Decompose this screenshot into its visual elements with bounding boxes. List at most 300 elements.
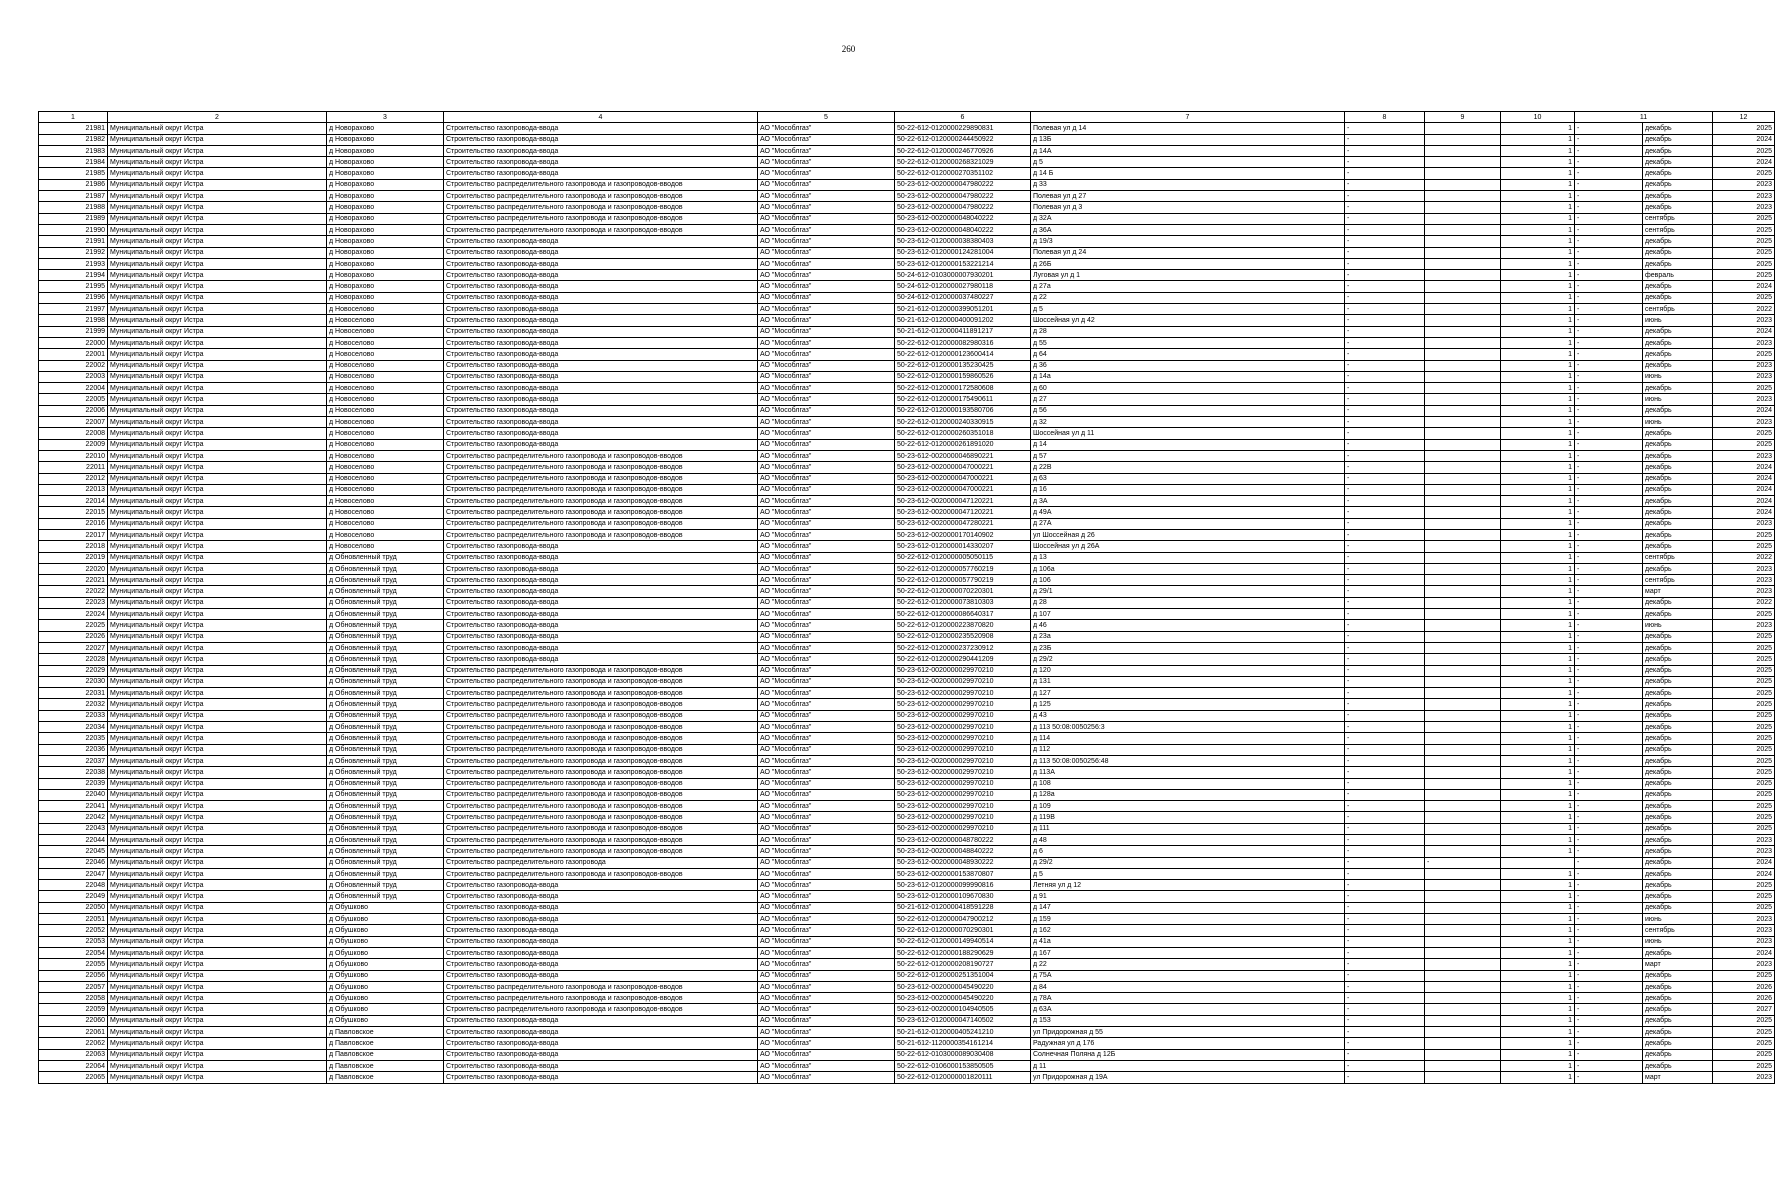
table-cell: Муниципальный округ Истра <box>108 484 327 495</box>
table-cell: 50-23-612-0020000029970210 <box>895 744 1031 755</box>
table-cell: - <box>1345 1015 1425 1026</box>
table-cell: Строительство газопровода-ввода <box>444 281 758 292</box>
table-cell: Строительство распределительного газопровода и газопроводов-вводов <box>444 462 758 473</box>
table-row <box>39 484 1775 495</box>
table-cell: 2023 <box>1713 925 1775 936</box>
table-cell: - <box>1575 586 1643 597</box>
table-cell: 2023 <box>1713 371 1775 382</box>
table-cell: д Павловское <box>327 1038 444 1049</box>
table-cell: д Новоселово <box>327 383 444 394</box>
table-cell: Муниципальный округ Истра <box>108 868 327 879</box>
table-cell: 22032 <box>39 699 108 710</box>
table-cell: АО "Мособлгаз" <box>758 247 895 258</box>
table-cell: 50-22-612-0120000290441209 <box>895 654 1031 665</box>
table-cell: Муниципальный округ Истра <box>108 145 327 156</box>
table-cell: Муниципальный округ Истра <box>108 880 327 891</box>
table-cell: декабрь <box>1643 450 1713 461</box>
table-cell: Строительство газопровода-ввода <box>444 947 758 958</box>
table-row <box>39 597 1775 608</box>
table-cell: д Новоселово <box>327 462 444 473</box>
table-cell: 2024 <box>1713 281 1775 292</box>
table-cell: - <box>1425 857 1501 868</box>
table-cell: 1 <box>1501 1004 1575 1015</box>
table-cell: Строительство распределительного газопровода и газопроводов-вводов <box>444 823 758 834</box>
table-row <box>39 665 1775 676</box>
table-cell: АО "Мособлгаз" <box>758 993 895 1004</box>
table-row <box>39 755 1775 766</box>
table-cell: д Обушково <box>327 902 444 913</box>
table-cell: 1 <box>1501 835 1575 846</box>
table-cell: АО "Мособлгаз" <box>758 224 895 235</box>
table-cell: 22054 <box>39 947 108 958</box>
table-cell: Строительство распределительного газопровода и газопроводов-вводов <box>444 868 758 879</box>
table-cell: д 159 <box>1031 914 1345 925</box>
table-cell: 1 <box>1501 157 1575 168</box>
table-cell: Муниципальный округ Истра <box>108 179 327 190</box>
table-row <box>39 213 1775 224</box>
table-cell: 1 <box>1501 292 1575 303</box>
table-cell: Строительство газопровода-ввода <box>444 349 758 360</box>
table-row <box>39 258 1775 269</box>
table-cell: - <box>1575 428 1643 439</box>
table-cell: д 153 <box>1031 1015 1345 1026</box>
table-cell: Строительство газопровода-ввода <box>444 123 758 134</box>
table-cell: 1 <box>1501 631 1575 642</box>
table-cell: Муниципальный округ Истра <box>108 789 327 800</box>
table-cell: 1 <box>1501 371 1575 382</box>
table-cell: д 22В <box>1031 462 1345 473</box>
table-cell: 50-23-612-0120000109670830 <box>895 891 1031 902</box>
table-cell: 50-22-612-0120000070220301 <box>895 586 1031 597</box>
table-cell: Муниципальный округ Истра <box>108 213 327 224</box>
table-cell: Строительство газопровода-ввода <box>444 134 758 145</box>
table-cell: 2023 <box>1713 835 1775 846</box>
table-cell: - <box>1575 733 1643 744</box>
table-cell <box>1425 1015 1501 1026</box>
table-cell: 50-23-612-0020000048840222 <box>895 846 1031 857</box>
table-cell: д 167 <box>1031 947 1345 958</box>
table-cell: АО "Мособлгаз" <box>758 755 895 766</box>
table-cell: - <box>1345 665 1425 676</box>
table-cell: декабрь <box>1643 1060 1713 1071</box>
table-cell: АО "Мособлгаз" <box>758 586 895 597</box>
table-cell: АО "Мособлгаз" <box>758 473 895 484</box>
table-row <box>39 450 1775 461</box>
table-cell: декабрь <box>1643 292 1713 303</box>
table-cell: декабрь <box>1643 947 1713 958</box>
table-cell: Строительство газопровода-ввода <box>444 936 758 947</box>
table-cell: д 120 <box>1031 665 1345 676</box>
table-cell: Строительство распределительного газопровода и газопроводов-вводов <box>444 733 758 744</box>
table-cell: - <box>1575 326 1643 337</box>
table-cell: Муниципальный округ Истра <box>108 473 327 484</box>
table-row <box>39 1072 1775 1083</box>
table-cell: 50-23-612-0020000029970210 <box>895 699 1031 710</box>
table-cell: 50-23-612-0120000099990816 <box>895 880 1031 891</box>
table-cell <box>1425 993 1501 1004</box>
table-cell: 50-23-612-0120000124281004 <box>895 247 1031 258</box>
table-row <box>39 360 1775 371</box>
table-row <box>39 439 1775 450</box>
table-cell: декабрь <box>1643 688 1713 699</box>
table-cell: д Новоселово <box>327 507 444 518</box>
table-cell: Муниципальный округ Истра <box>108 970 327 981</box>
table-cell <box>1425 733 1501 744</box>
table-cell: АО "Мособлгаз" <box>758 823 895 834</box>
table-cell: д Павловское <box>327 1060 444 1071</box>
table-cell: 50-23-612-0020000029970210 <box>895 812 1031 823</box>
table-cell: 1 <box>1501 439 1575 450</box>
table-cell: 50-23-612-0020000029970210 <box>895 676 1031 687</box>
table-cell: - <box>1575 835 1643 846</box>
table-cell: Строительство газопровода-ввода <box>444 417 758 428</box>
table-cell: д 41а <box>1031 936 1345 947</box>
table-cell: - <box>1575 236 1643 247</box>
table-cell: д 28 <box>1031 597 1345 608</box>
table-cell: д Новоселово <box>327 337 444 348</box>
table-cell: - <box>1345 710 1425 721</box>
table-cell: Муниципальный округ Истра <box>108 959 327 970</box>
table-cell: 22021 <box>39 575 108 586</box>
table-cell: 22028 <box>39 654 108 665</box>
table-cell: декабрь <box>1643 168 1713 179</box>
table-cell: д Обновленный труд <box>327 676 444 687</box>
table-cell: 1 <box>1501 699 1575 710</box>
table-cell: д 32 <box>1031 417 1345 428</box>
table-cell: декабрь <box>1643 518 1713 529</box>
table-cell: д 84 <box>1031 981 1345 992</box>
data-table <box>38 111 1775 1084</box>
table-cell: Строительство газопровода-ввода <box>444 891 758 902</box>
table-cell: 50-22-612-0120000268321029 <box>895 157 1031 168</box>
table-row <box>39 609 1775 620</box>
table-row <box>39 1004 1775 1015</box>
table-cell: 50-23-612-0020000047000221 <box>895 473 1031 484</box>
table-cell: - <box>1575 247 1643 258</box>
table-cell: - <box>1575 541 1643 552</box>
table-row <box>39 891 1775 902</box>
table-cell: - <box>1345 902 1425 913</box>
table-cell <box>1425 484 1501 495</box>
table-cell <box>1425 213 1501 224</box>
table-cell: - <box>1345 270 1425 281</box>
table-cell: 2025 <box>1713 1038 1775 1049</box>
table-cell: - <box>1575 270 1643 281</box>
table-cell: д 162 <box>1031 925 1345 936</box>
table-cell: Муниципальный округ Истра <box>108 891 327 902</box>
table-cell: Строительство газопровода-ввода <box>444 654 758 665</box>
table-cell: АО "Мособлгаз" <box>758 236 895 247</box>
table-cell: 50-23-612-0120000038380403 <box>895 236 1031 247</box>
table-cell: д 57 <box>1031 450 1345 461</box>
table-cell: - <box>1575 292 1643 303</box>
table-cell: - <box>1345 789 1425 800</box>
table-cell: 2023 <box>1713 846 1775 857</box>
table-cell: декабрь <box>1643 631 1713 642</box>
table-cell: АО "Мособлгаз" <box>758 914 895 925</box>
table-cell: 50-22-612-0120000086640317 <box>895 609 1031 620</box>
table-cell: АО "Мособлгаз" <box>758 688 895 699</box>
table-cell: 1 <box>1501 134 1575 145</box>
table-cell <box>1425 936 1501 947</box>
table-cell: июнь <box>1643 914 1713 925</box>
table-cell: - <box>1345 586 1425 597</box>
table-cell: Муниципальный округ Истра <box>108 609 327 620</box>
table-cell: Строительство газопровода-ввода <box>444 563 758 574</box>
table-cell: Строительство газопровода-ввода <box>444 914 758 925</box>
table-cell: 1 <box>1501 484 1575 495</box>
table-cell: - <box>1345 168 1425 179</box>
table-cell: - <box>1345 134 1425 145</box>
table-cell: д Новоселово <box>327 484 444 495</box>
table-cell: АО "Мособлгаз" <box>758 394 895 405</box>
table-cell: 22051 <box>39 914 108 925</box>
table-cell <box>1425 699 1501 710</box>
table-cell: Строительство газопровода-ввода <box>444 292 758 303</box>
table-cell: 50-22-612-0120000223870820 <box>895 620 1031 631</box>
table-cell <box>1425 609 1501 620</box>
table-cell: 50-22-612-0120000172580608 <box>895 383 1031 394</box>
table-cell: 50-22-612-0120000237230912 <box>895 642 1031 653</box>
table-cell: д 128а <box>1031 789 1345 800</box>
table-row <box>39 315 1775 326</box>
table-cell: - <box>1575 654 1643 665</box>
table-cell: 2025 <box>1713 812 1775 823</box>
table-cell: 50-22-612-0120000244450922 <box>895 134 1031 145</box>
table-cell: 50-23-612-0020000048040222 <box>895 224 1031 235</box>
table-cell: Строительство распределительного газопровода и газопроводов-вводов <box>444 450 758 461</box>
table-cell: - <box>1575 258 1643 269</box>
table-cell: Строительство газопровода-ввода <box>444 439 758 450</box>
table-cell: АО "Мособлгаз" <box>758 1038 895 1049</box>
table-cell: - <box>1345 993 1425 1004</box>
table-cell: - <box>1575 631 1643 642</box>
table-cell: 21998 <box>39 315 108 326</box>
table-cell <box>1425 507 1501 518</box>
table-cell: 2024 <box>1713 857 1775 868</box>
table-cell: 22063 <box>39 1049 108 1060</box>
table-cell: 1 <box>1501 417 1575 428</box>
table-cell: декабрь <box>1643 157 1713 168</box>
table-cell: 2023 <box>1713 1072 1775 1083</box>
table-cell: март <box>1643 1072 1713 1083</box>
table-cell: АО "Мособлгаз" <box>758 947 895 958</box>
table-row <box>39 778 1775 789</box>
table-cell <box>1425 823 1501 834</box>
table-cell: Муниципальный округ Истра <box>108 383 327 394</box>
table-cell: 50-23-612-0120000014330207 <box>895 541 1031 552</box>
table-cell: 2025 <box>1713 270 1775 281</box>
table-cell: - <box>1345 880 1425 891</box>
table-cell <box>1425 1038 1501 1049</box>
table-cell: - <box>1575 191 1643 202</box>
table-cell: Строительство газопровода-ввода <box>444 394 758 405</box>
table-cell: 1 <box>1501 1015 1575 1026</box>
table-cell: д 13 <box>1031 552 1345 563</box>
table-row <box>39 801 1775 812</box>
table-cell: Муниципальный округ Истра <box>108 563 327 574</box>
table-cell: - <box>1575 925 1643 936</box>
table-cell: 50-23-612-0020000047000221 <box>895 484 1031 495</box>
table-cell: - <box>1575 993 1643 1004</box>
table-cell: д Новорахово <box>327 224 444 235</box>
table-cell: 2025 <box>1713 710 1775 721</box>
table-row <box>39 202 1775 213</box>
table-cell: - <box>1575 575 1643 586</box>
table-cell <box>1425 349 1501 360</box>
table-cell <box>1425 224 1501 235</box>
table-cell: - <box>1345 642 1425 653</box>
table-cell: 50-21-612-0120000405241210 <box>895 1027 1031 1038</box>
table-cell: 1 <box>1501 202 1575 213</box>
table-row <box>39 281 1775 292</box>
table-cell: Строительство газопровода-ввода <box>444 371 758 382</box>
table-cell: 2025 <box>1713 439 1775 450</box>
table-cell: АО "Мособлгаз" <box>758 868 895 879</box>
table-cell: 50-23-612-0020000047120221 <box>895 496 1031 507</box>
column-header-7: 7 <box>1031 112 1345 123</box>
table-cell: 50-21-612-1120000354161214 <box>895 1038 1031 1049</box>
table-cell: 22003 <box>39 371 108 382</box>
table-cell: - <box>1345 846 1425 857</box>
table-cell: 2023 <box>1713 315 1775 326</box>
table-cell: декабрь <box>1643 191 1713 202</box>
table-cell: АО "Мособлгаз" <box>758 620 895 631</box>
table-row <box>39 575 1775 586</box>
table-cell: Строительство газопровода-ввода <box>444 428 758 439</box>
table-cell: АО "Мособлгаз" <box>758 936 895 947</box>
table-cell: АО "Мособлгаз" <box>758 507 895 518</box>
table-cell: 50-23-612-0020000029970210 <box>895 778 1031 789</box>
table-cell <box>1425 676 1501 687</box>
table-cell: - <box>1575 902 1643 913</box>
table-cell: 2025 <box>1713 642 1775 653</box>
table-cell <box>1425 462 1501 473</box>
table-cell: - <box>1345 439 1425 450</box>
table-cell: 22000 <box>39 337 108 348</box>
table-cell: 22064 <box>39 1060 108 1071</box>
table-cell: АО "Мособлгаз" <box>758 902 895 913</box>
table-cell: - <box>1345 959 1425 970</box>
table-cell: Муниципальный округ Истра <box>108 258 327 269</box>
table-row <box>39 642 1775 653</box>
table-cell: 22050 <box>39 902 108 913</box>
table-cell <box>1425 868 1501 879</box>
table-cell: декабрь <box>1643 496 1713 507</box>
table-cell: 50-23-612-0020000029970210 <box>895 722 1031 733</box>
table-cell: - <box>1575 145 1643 156</box>
table-cell: - <box>1575 789 1643 800</box>
table-cell: Строительство распределительного газопровода и газопроводов-вводов <box>444 993 758 1004</box>
table-cell: 1 <box>1501 450 1575 461</box>
table-cell: 50-22-612-0120000235520908 <box>895 631 1031 642</box>
table-cell: д Павловское <box>327 1072 444 1083</box>
table-cell: - <box>1575 371 1643 382</box>
table-cell <box>1425 168 1501 179</box>
table-cell: Муниципальный округ Истра <box>108 936 327 947</box>
table-cell: 1 <box>1501 846 1575 857</box>
table-cell: декабрь <box>1643 123 1713 134</box>
table-cell: 50-22-612-0120000073810303 <box>895 597 1031 608</box>
table-cell <box>1425 1027 1501 1038</box>
table-cell: 1 <box>1501 586 1575 597</box>
table-cell: - <box>1575 981 1643 992</box>
table-cell: Летняя ул д 12 <box>1031 880 1345 891</box>
table-cell: 22010 <box>39 450 108 461</box>
table-cell: АО "Мособлгаз" <box>758 778 895 789</box>
table-cell: - <box>1345 304 1425 315</box>
table-cell: 1 <box>1501 191 1575 202</box>
table-cell: 1 <box>1501 123 1575 134</box>
table-cell: 1 <box>1501 258 1575 269</box>
table-cell: 1 <box>1501 247 1575 258</box>
table-cell: сентябрь <box>1643 552 1713 563</box>
table-row <box>39 789 1775 800</box>
column-header-6: 6 <box>895 112 1031 123</box>
table-cell: 1 <box>1501 868 1575 879</box>
table-cell: Строительство газопровода-ввода <box>444 247 758 258</box>
table-cell <box>1425 925 1501 936</box>
table-cell: - <box>1575 529 1643 540</box>
table-cell: 2026 <box>1713 981 1775 992</box>
table-row <box>39 417 1775 428</box>
table-cell <box>1425 880 1501 891</box>
table-cell: Строительство распределительного газопровода и газопроводов-вводов <box>444 767 758 778</box>
table-cell: 22036 <box>39 744 108 755</box>
table-cell: 50-22-612-0120000057790219 <box>895 575 1031 586</box>
table-cell: АО "Мособлгаз" <box>758 439 895 450</box>
table-cell: АО "Мособлгаз" <box>758 1027 895 1038</box>
table-cell: д Обушково <box>327 947 444 958</box>
table-cell: 50-22-612-0120000005050115 <box>895 552 1031 563</box>
table-cell: Муниципальный округ Истра <box>108 744 327 755</box>
table-row <box>39 518 1775 529</box>
table-cell: д 113 50:08:0050256:48 <box>1031 755 1345 766</box>
table-cell: Муниципальный округ Истра <box>108 902 327 913</box>
table-cell: декабрь <box>1643 676 1713 687</box>
table-cell: 50-23-612-0020000104940505 <box>895 1004 1031 1015</box>
table-cell: д 22 <box>1031 292 1345 303</box>
table-cell: Муниципальный округ Истра <box>108 722 327 733</box>
table-cell: 22065 <box>39 1072 108 1083</box>
table-cell: декабрь <box>1643 507 1713 518</box>
table-cell: 50-24-612-0120000037480227 <box>895 292 1031 303</box>
table-cell <box>1425 789 1501 800</box>
table-cell: 22040 <box>39 789 108 800</box>
table-cell: декабрь <box>1643 778 1713 789</box>
table-cell: д Новоселово <box>327 360 444 371</box>
table-cell: 2023 <box>1713 936 1775 947</box>
table-cell: 1 <box>1501 304 1575 315</box>
table-cell: 2025 <box>1713 292 1775 303</box>
table-cell <box>1425 552 1501 563</box>
table-cell: Муниципальный округ Истра <box>108 518 327 529</box>
table-cell: 1 <box>1501 947 1575 958</box>
column-header-12: 12 <box>1713 112 1775 123</box>
table-cell: 50-23-612-0120000153221214 <box>895 258 1031 269</box>
table-cell: 2025 <box>1713 778 1775 789</box>
table-cell: 2023 <box>1713 179 1775 190</box>
table-row <box>39 812 1775 823</box>
table-cell: Полевая ул д 3 <box>1031 202 1345 213</box>
table-cell: 50-23-612-0020000047120221 <box>895 507 1031 518</box>
table-cell: д 19/3 <box>1031 236 1345 247</box>
table-cell: Муниципальный округ Истра <box>108 925 327 936</box>
table-cell <box>1425 575 1501 586</box>
table-cell: Полевая ул д 24 <box>1031 247 1345 258</box>
table-cell: АО "Мособлгаз" <box>758 405 895 416</box>
table-cell <box>1425 620 1501 631</box>
